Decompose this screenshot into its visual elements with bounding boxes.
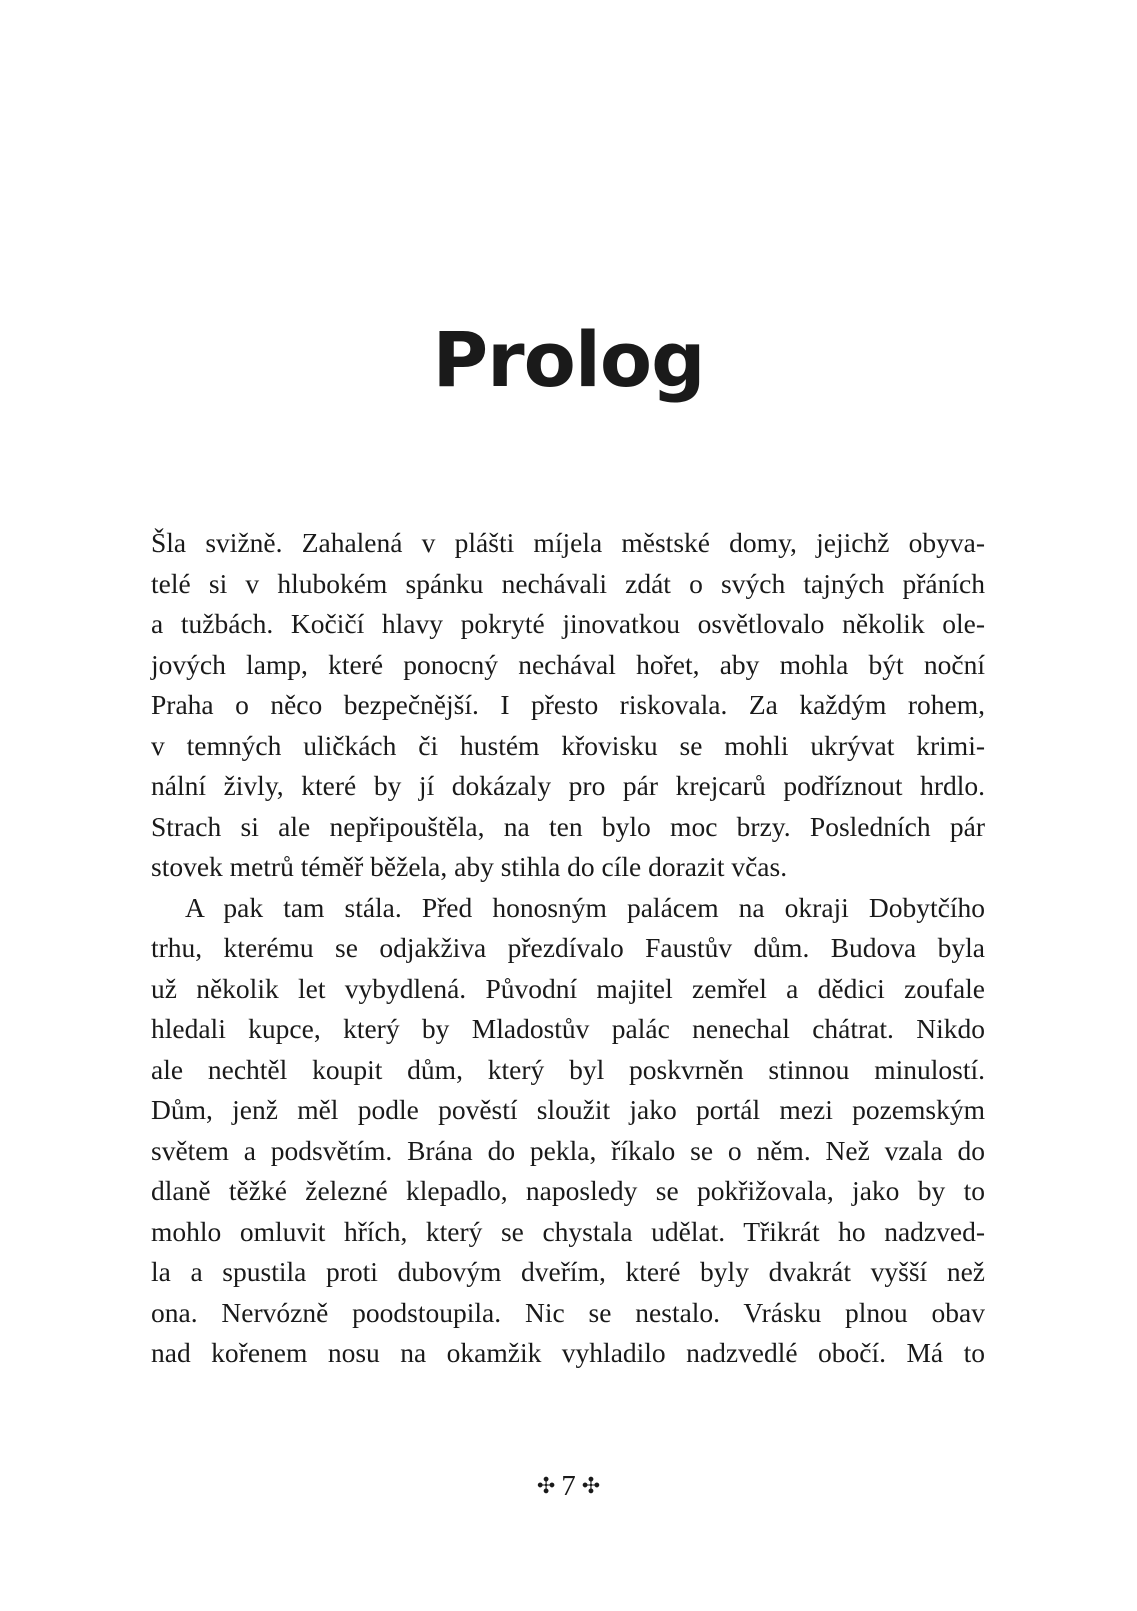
text-line: a tužbách. Kočičí hlavy pokryté jinovatkou osvětlovalo několik ole- (151, 608, 985, 639)
text-line: telé si v hlubokém spánku nechávali zdát o svých tajných přáních (151, 567, 985, 599)
chapter-title: Prolog (432, 315, 705, 404)
text-line: trhu, kterému se odjakživa přezdívalo Faustův dům. Budova byla (151, 932, 985, 963)
text-line: už několik let vybydlená. Původní majitel zemřel a dědici zoufale (151, 972, 985, 1004)
text-line: nální živly, které by jí dokázaly pro pár krejcarů podříznout hrdlo. (151, 770, 985, 801)
page-number: 7 (561, 1470, 576, 1502)
text-line: Dům, jenž měl podle pověstí sloužit jako portál mezi pozemským (151, 1094, 985, 1125)
text-line: ona. Nervózně poodstoupila. Nic se nestalo. Vrásku plnou obav (151, 1296, 985, 1328)
text-line: Šla svižně. Zahalená v plášti míjela městské domy, jejichž obyva- (151, 527, 985, 558)
text-line: světem a podsvětím. Brána do pekla, říkalo se o něm. Než vzala do (151, 1134, 985, 1166)
body-text (151, 523, 985, 1374)
text-line: nad kořenem nosu na okamžik vyhladilo nadzvedlé obočí. Má to (151, 1337, 985, 1368)
text-line: la a spustila proti dubovým dveřím, které byly dvakrát vyšší než (151, 1256, 985, 1287)
page-footer (0, 1472, 1137, 1501)
text-line: Strach si ale nepřipouštěla, na ten bylo moc brzy. Posledních pár (151, 810, 985, 842)
paragraph (151, 523, 985, 888)
text-line: v temných uličkách či hustém křovisku se mohli ukrývat krimi- (151, 729, 985, 761)
text-line: Praha o něco bezpečnější. I přesto riskovala. Za každým rohem, (151, 689, 985, 720)
ornament-left-icon: ✣ (536, 1473, 556, 1499)
ornament-right-icon: ✣ (581, 1473, 601, 1499)
text-line: jových lamp, které ponocný nechával hořet, aby mohla být noční (151, 648, 985, 680)
paragraph (151, 888, 985, 1374)
text-line: dlaně těžké železné klepadlo, naposledy se pokřižovala, jako by to (151, 1175, 985, 1206)
text-line: stovek metrů téměř běžela, aby stihla do cíle dorazit včas. (151, 851, 788, 882)
text-line: A pak tam stála. Před honosným palácem na okraji Dobytčího (185, 891, 985, 923)
text-line: hledali kupce, který by Mladostův palác nenechal chátrat. Nikdo (151, 1013, 985, 1044)
text-line: ale nechtěl koupit dům, který byl poskvrněn stinnou minulostí. (151, 1053, 985, 1085)
text-line: mohlo omluvit hřích, který se chystala udělat. Třikrát ho nadzved- (151, 1215, 985, 1247)
